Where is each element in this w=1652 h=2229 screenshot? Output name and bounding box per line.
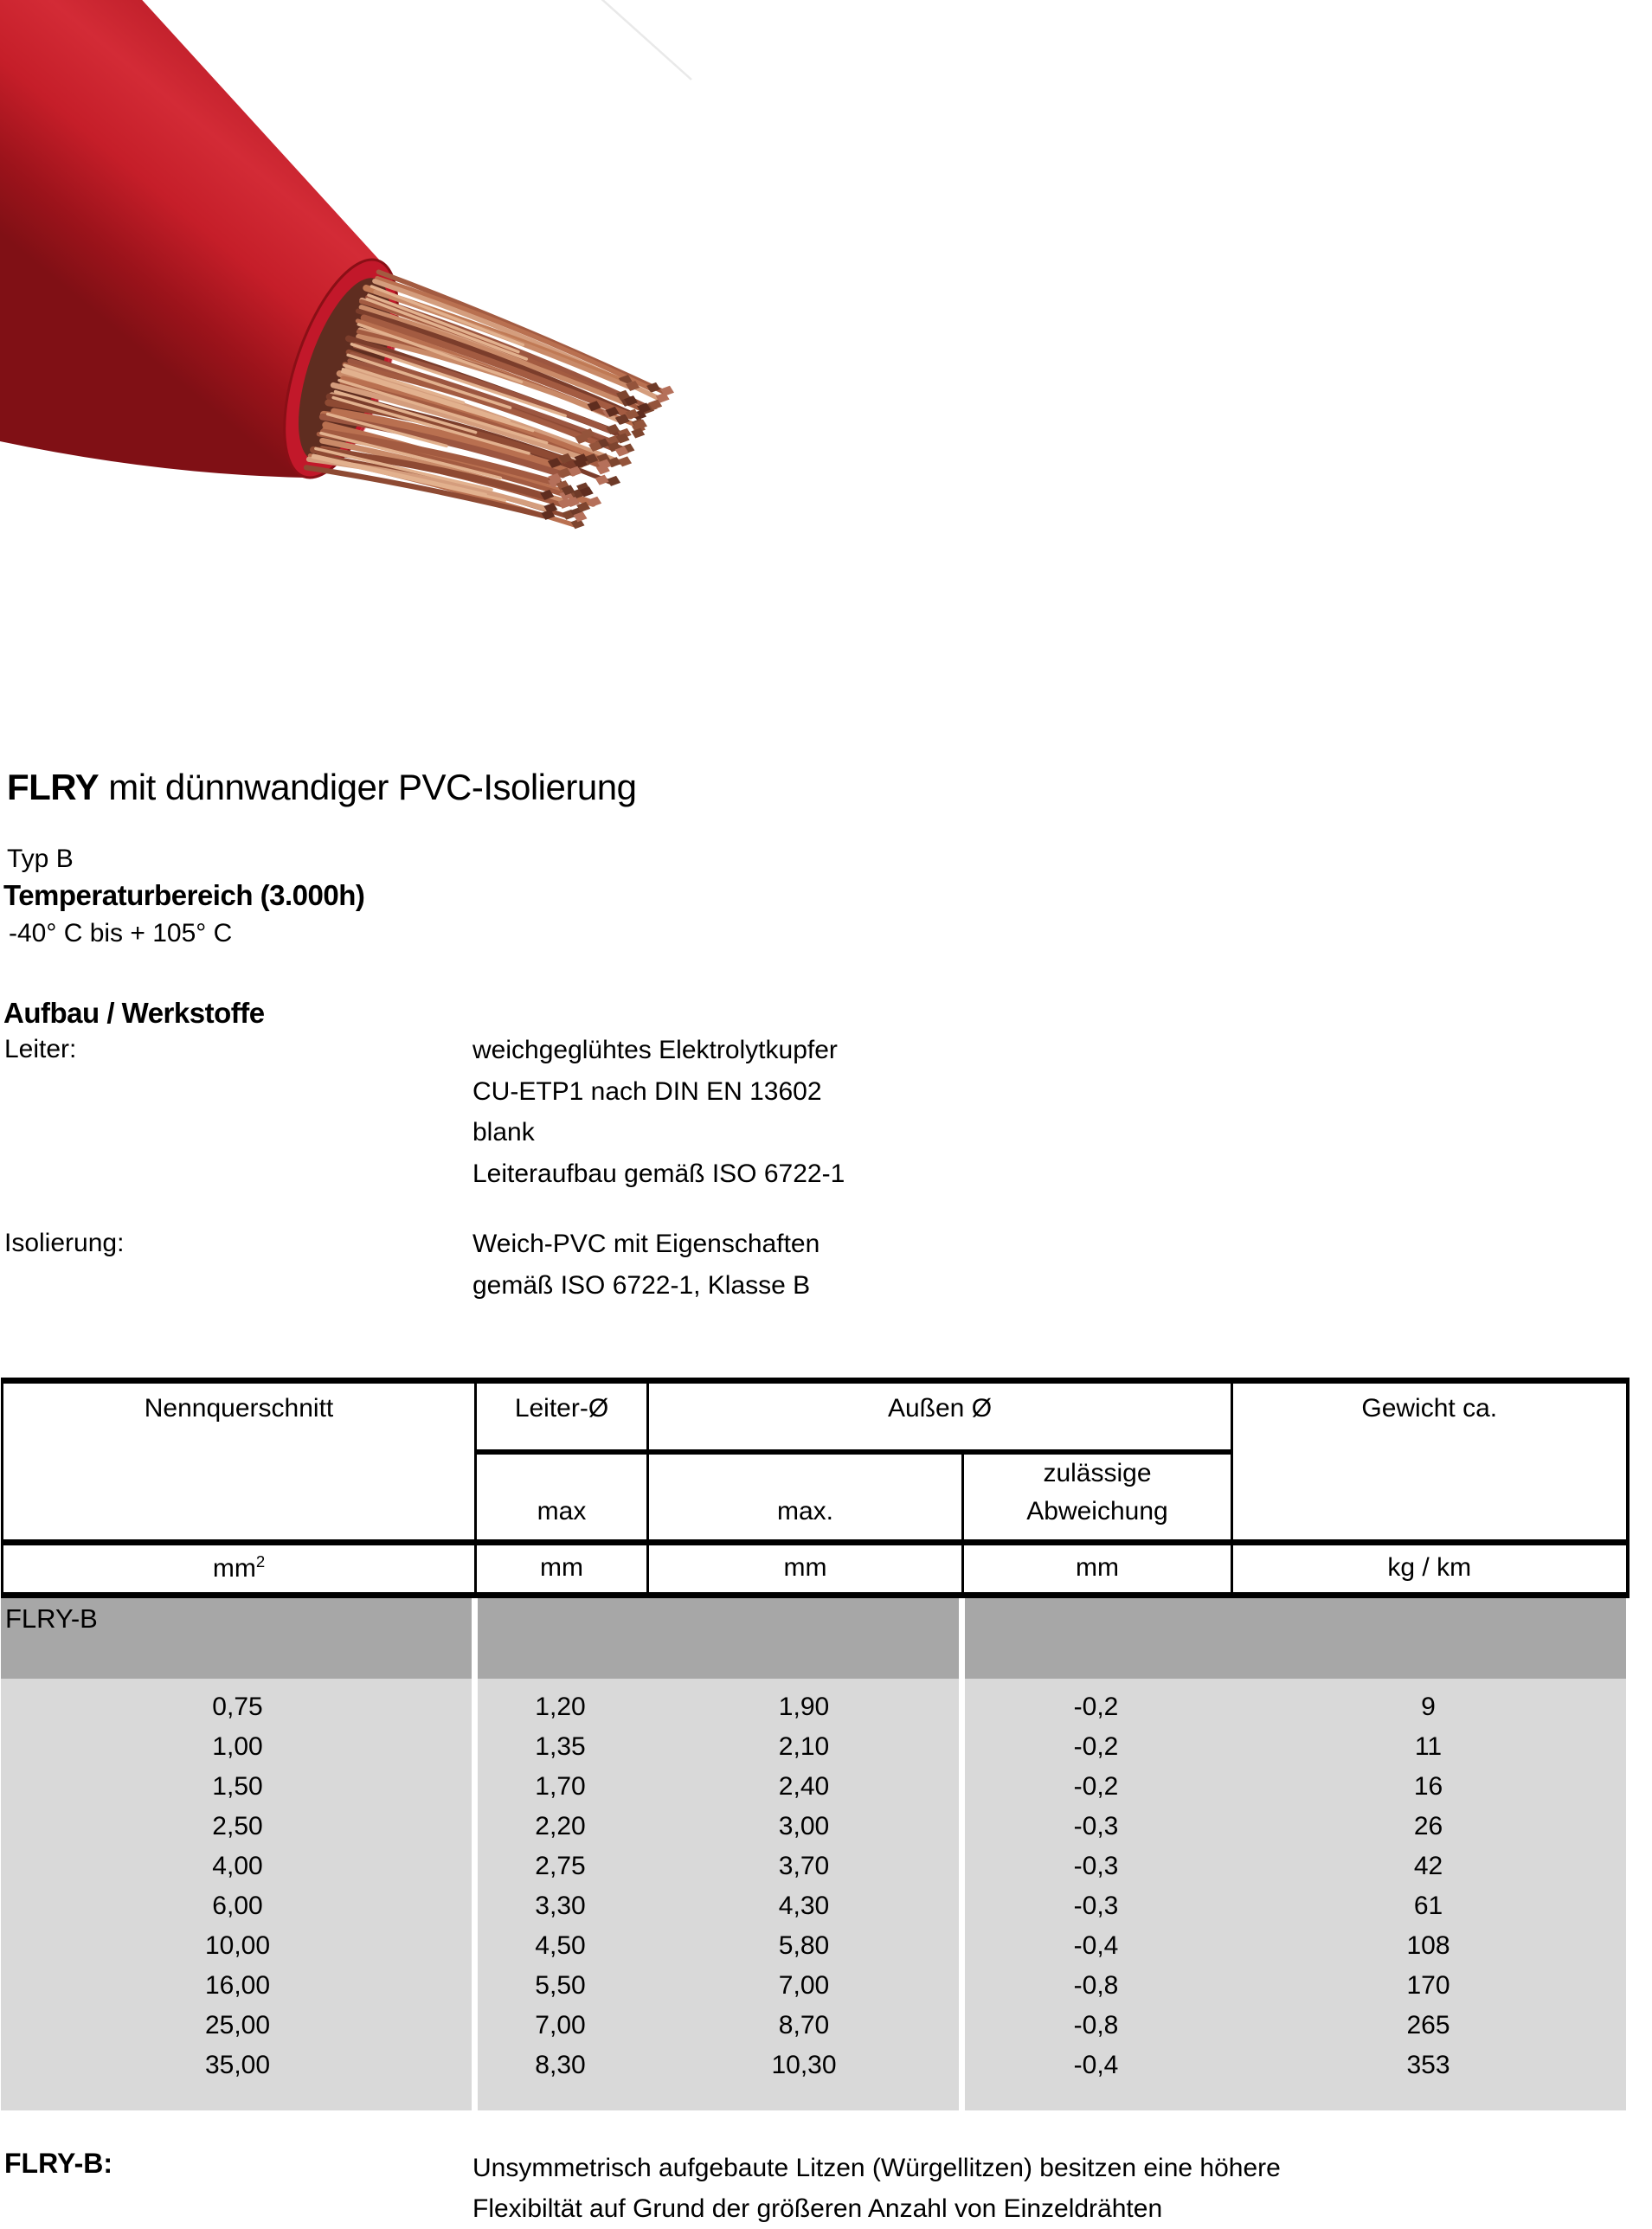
table-cell: 10,00: [204, 1931, 271, 1960]
sub-header-abweichung: [963, 1452, 1232, 1543]
table-cell: 1,00: [212, 1732, 263, 1761]
table-cell: 265: [1406, 2011, 1450, 2040]
abweichung-line1: zulässige: [1043, 1459, 1152, 1487]
table-row: [1, 1966, 1626, 2006]
table-cell: 8,70: [778, 2011, 830, 2040]
table-data-area: [1, 1679, 1626, 2110]
table-cell: 5,80: [778, 1931, 830, 1960]
construction-heading: Aufbau / Werkstoffe: [3, 997, 265, 1029]
table-cell: -0,8: [1073, 2011, 1119, 2040]
page-title: [7, 767, 636, 808]
unit-mm: mm: [476, 1543, 648, 1596]
table-row: [1, 1727, 1626, 1767]
footnote-text: [472, 2148, 1281, 2229]
unit-mm2: $mm^2$: [3, 1543, 476, 1596]
type-subtitle: Typ B: [7, 845, 74, 873]
table-row: [1, 2006, 1626, 2046]
footnote-line: Unsymmetrisch aufgebaute Litzen (Würgellitzen) besitzen eine höhere: [472, 2154, 1281, 2182]
col-header-aussen-durchmesser: Außen Ø: [648, 1381, 1232, 1453]
table-cell: 35,00: [204, 2051, 271, 2079]
product-name: FLRY: [7, 767, 100, 807]
table-cell: 1,70: [535, 1772, 586, 1801]
sub-header-aussen-max: max.: [648, 1452, 963, 1543]
table-row: [1, 1687, 1626, 1727]
table-cell: -0,4: [1073, 2051, 1119, 2079]
table-cell: 1,20: [535, 1693, 586, 1721]
table-cell: -0,3: [1073, 1852, 1119, 1880]
table-cell: 3,30: [535, 1892, 586, 1920]
table-cell: 42: [1413, 1852, 1443, 1880]
title-text: mit dünnwandiger PVC-Isolierung: [99, 767, 637, 807]
table-cell: 170: [1406, 1971, 1450, 2000]
table-cell: 1,35: [535, 1732, 586, 1761]
table-cell: -0,8: [1073, 1971, 1119, 2000]
insulation-line: gemäß ISO 6722-1, Klasse B: [472, 1270, 811, 1300]
table-cell: -0,2: [1073, 1732, 1119, 1761]
unit-mm: mm: [963, 1543, 1232, 1596]
table-cell: 4,50: [535, 1931, 586, 1960]
conductor-line: blank: [472, 1118, 535, 1147]
table-cell: 4,30: [778, 1892, 830, 1920]
table-cell: 3,00: [778, 1812, 830, 1840]
table-cell: 2,40: [778, 1772, 830, 1801]
table-cell: -0,2: [1073, 1693, 1119, 1721]
footnote-line: Flexibiltät auf Grund der größeren Anzahl von Einzeldrähten: [472, 2194, 1163, 2223]
table-cell: 16: [1413, 1772, 1443, 1801]
table-cell: -0,3: [1073, 1812, 1119, 1840]
table-cell: 5,50: [535, 1971, 586, 2000]
conductor-line: Leiteraufbau gemäß ISO 6722-1: [472, 1159, 845, 1188]
table-cell: 2,50: [212, 1812, 263, 1840]
table-row: [1, 1886, 1626, 1926]
conductor-line: weichgeglühtes Elektrolytkupfer: [472, 1036, 838, 1064]
table-cell: 2,75: [535, 1852, 586, 1880]
col-header-gewicht: Gewicht ca.: [1232, 1381, 1628, 1543]
table-row: [1, 1767, 1626, 1807]
conductor-details: [472, 1030, 845, 1194]
spec-table-zone: [1, 1378, 1626, 2110]
temperature-heading: Temperaturbereich (3.000h): [3, 879, 365, 911]
table-group-label: FLRY-B: [5, 1603, 98, 1634]
col-header-leiter-durchmesser: Leiter-Ø: [476, 1381, 648, 1453]
abweichung-line2: Abweichung: [1026, 1497, 1168, 1526]
table-cell: 61: [1413, 1892, 1443, 1920]
table-cell: 26: [1413, 1812, 1443, 1840]
table-cell: 353: [1406, 2051, 1450, 2079]
copper-strands: [306, 272, 674, 529]
spec-table: [1, 1378, 1630, 1598]
table-row: [1, 1847, 1626, 1886]
unit-mm: mm: [648, 1543, 963, 1596]
faint-wire-line: [599, 0, 691, 80]
insulation-line: Weich-PVC mit Eigenschaften: [472, 1230, 820, 1258]
cable-photo: [0, 0, 692, 597]
unit-kg-km: kg / km: [1232, 1543, 1628, 1596]
table-cell: 10,30: [771, 2051, 837, 2079]
table-cell: 0,75: [212, 1693, 263, 1721]
conductor-line: CU-ETP1 nach DIN EN 13602: [472, 1076, 822, 1106]
table-cell: 108: [1406, 1931, 1450, 1960]
table-cell: -0,4: [1073, 1931, 1119, 1960]
table-cell: 2,10: [778, 1732, 830, 1761]
table-cell: 9: [1421, 1693, 1436, 1721]
insulation-label: Isolierung:: [4, 1229, 125, 1257]
table-cell: 3,70: [778, 1852, 830, 1880]
table-cell: 4,00: [212, 1852, 263, 1880]
table-cell: 11: [1414, 1732, 1443, 1761]
col-header-nennquerschnitt: Nennquerschnitt: [3, 1381, 476, 1543]
sub-header-leiter-max: max: [476, 1452, 648, 1543]
table-row: [1, 1926, 1626, 1966]
temperature-range: -40° C bis + 105° C: [9, 919, 233, 947]
table-cell: 1,50: [212, 1772, 263, 1801]
footnote-label: FLRY-B:: [4, 2148, 113, 2179]
table-cell: 1,90: [778, 1693, 830, 1721]
table-cell: 6,00: [212, 1892, 263, 1920]
table-cell: -0,3: [1073, 1892, 1119, 1920]
table-row: [1, 1807, 1626, 1847]
table-cell: 7,00: [535, 2011, 586, 2040]
table-cell: 16,00: [204, 1971, 271, 2000]
table-cell: -0,2: [1073, 1772, 1119, 1801]
table-cell: 8,30: [535, 2051, 586, 2079]
table-cell: 25,00: [204, 2011, 271, 2040]
table-row: [1, 2046, 1626, 2085]
table-data-rows: [1, 1679, 1626, 2085]
table-cell: 7,00: [778, 1971, 830, 2000]
insulation-details: [472, 1224, 820, 1306]
table-group-band: [1, 1598, 1626, 1679]
conductor-label: Leiter:: [4, 1035, 77, 1063]
table-cell: 2,20: [535, 1812, 586, 1840]
